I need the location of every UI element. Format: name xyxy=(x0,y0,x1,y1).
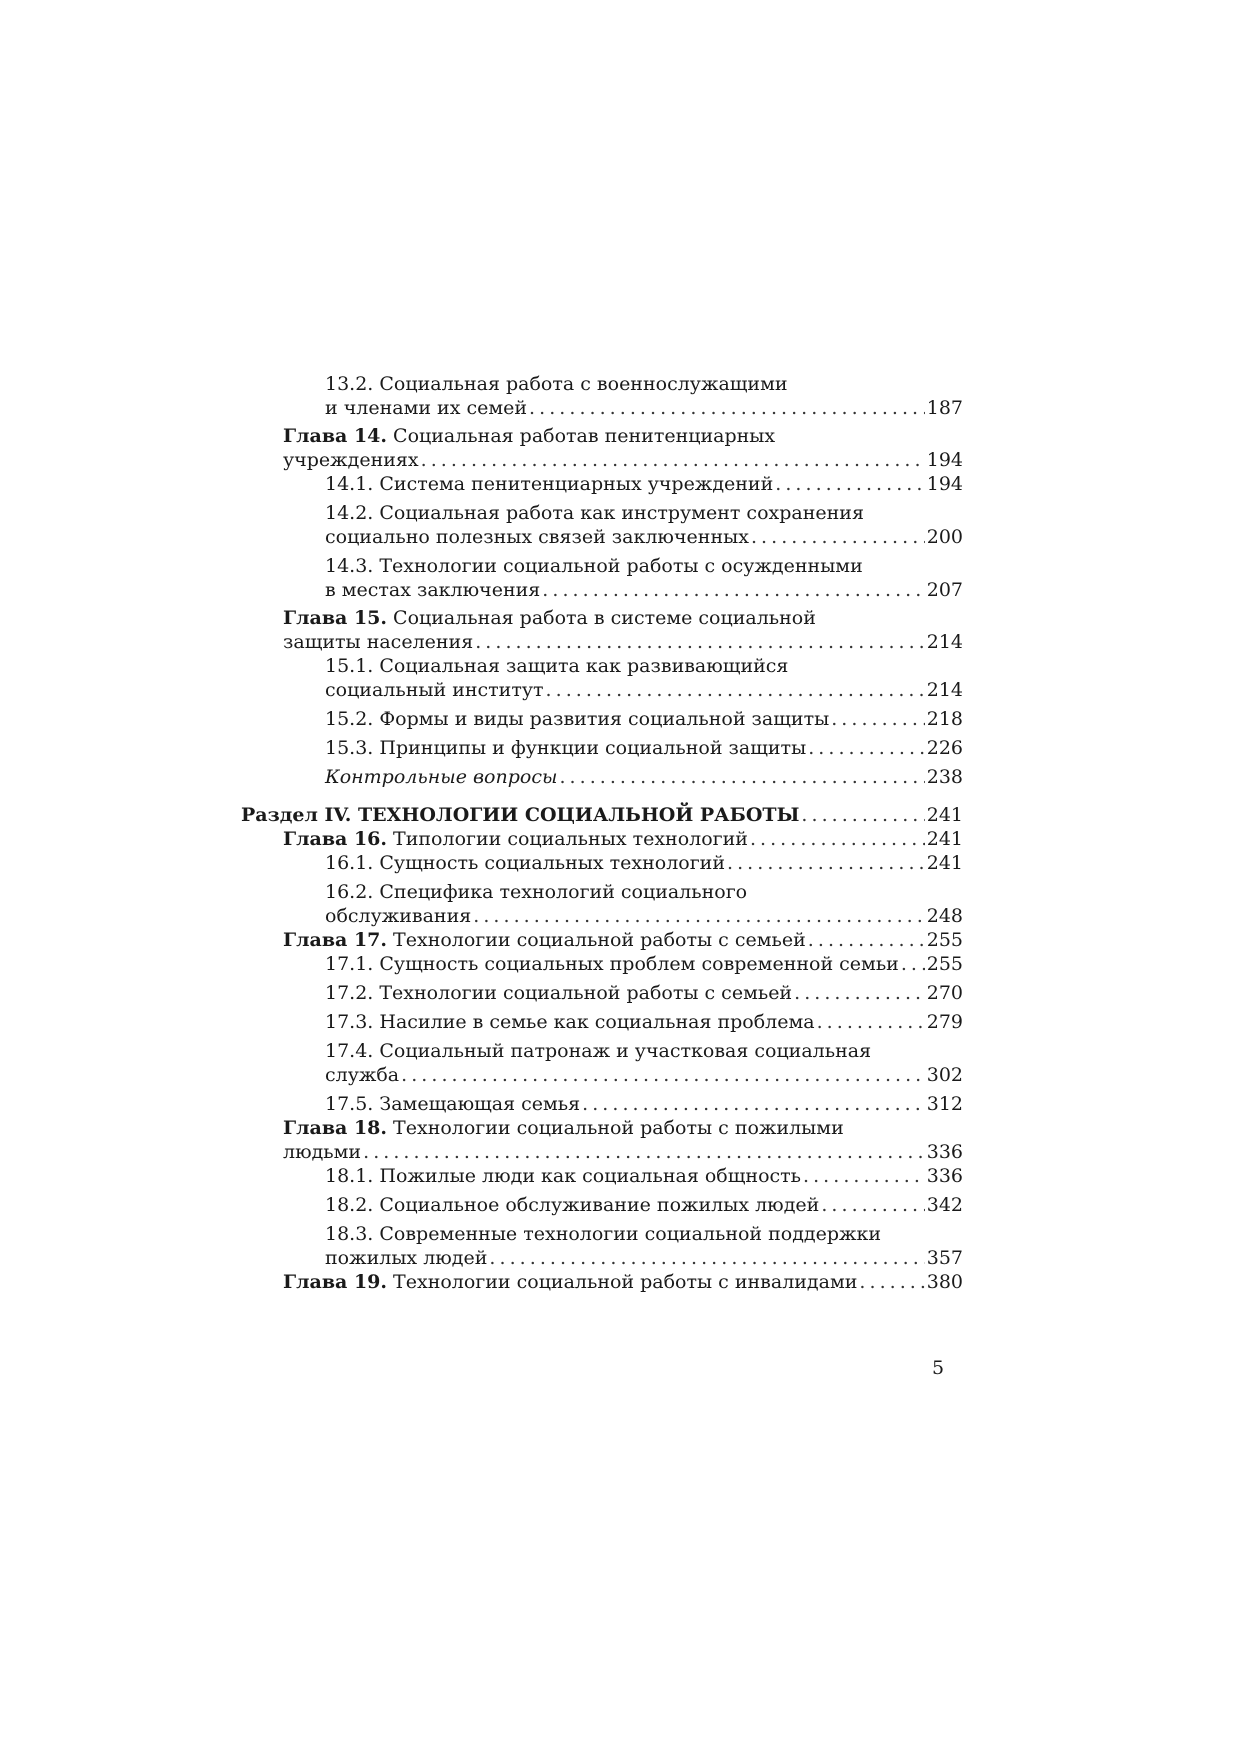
dot-leader xyxy=(803,1164,925,1188)
toc-entry-text: 17.1. Сущность социальных проблем современной семьи xyxy=(325,953,899,975)
toc-entry-text: социальный институт xyxy=(325,679,544,701)
toc-entry-text: служба xyxy=(325,1064,400,1086)
toc-entry-text: 18.3. Современные технологии социальной поддержки xyxy=(325,1223,882,1245)
toc-entry-17-2[interactable] xyxy=(283,981,963,1005)
chapter-label: Глава 18. xyxy=(283,1117,388,1139)
chapter-label: Глава 14. xyxy=(283,425,388,447)
table-of-contents xyxy=(241,372,963,1294)
toc-page-number: 241 xyxy=(926,828,963,850)
toc-entry-text: Технологии социальной работы с семьей xyxy=(387,929,806,951)
toc-chapter-18[interactable] xyxy=(283,1116,963,1164)
dot-leader xyxy=(831,707,925,731)
toc-entry-16-2[interactable] xyxy=(283,880,963,928)
toc-page-number: 380 xyxy=(926,1271,963,1293)
toc-entry-14-2[interactable] xyxy=(283,501,963,549)
dot-leader xyxy=(794,981,925,1005)
toc-entry-text: 17.3. Насилие в семье как социальная проблема xyxy=(325,1011,815,1033)
dot-leader xyxy=(363,1140,925,1164)
toc-entry-text: учреждениях xyxy=(283,449,419,471)
toc-entry-text: пожилых людей xyxy=(325,1247,488,1269)
toc-entry-18-3[interactable] xyxy=(283,1222,963,1270)
dot-leader xyxy=(775,472,924,496)
toc-entry-14-1[interactable] xyxy=(283,472,963,496)
toc-entry-15-1[interactable] xyxy=(283,654,963,702)
dot-leader xyxy=(751,525,925,549)
toc-entry-14-3[interactable] xyxy=(283,554,963,602)
toc-entry-text: 15.3. Принципы и функции социальной защиты xyxy=(325,737,807,759)
dot-leader xyxy=(473,904,924,928)
toc-entry-text: 18.2. Социальное обслуживание пожилых людей xyxy=(325,1194,820,1216)
toc-chapter-19[interactable] xyxy=(283,1270,963,1294)
toc-entry-text: Социальная работав пенитенциарных xyxy=(387,425,776,447)
toc-page-number: 226 xyxy=(926,737,963,759)
toc-page-number: 194 xyxy=(926,449,963,471)
toc-page-number: 342 xyxy=(926,1194,963,1216)
toc-chapter-14[interactable] xyxy=(283,424,963,472)
toc-entry-text: 17.5. Замещающая семья xyxy=(325,1093,581,1115)
toc-entry-15-3[interactable] xyxy=(283,736,963,760)
toc-page-number: 214 xyxy=(926,679,963,701)
toc-page-number: 214 xyxy=(926,631,963,653)
toc-page-number: 238 xyxy=(926,766,963,788)
toc-entry-text: 16.1. Сущность социальных технологий xyxy=(325,852,726,874)
toc-entry-text: социально полезных связей заключенных xyxy=(325,526,749,548)
toc-chapter-17[interactable] xyxy=(283,928,963,952)
toc-entry-text: 15.1. Социальная защита как развивающийся xyxy=(325,655,789,677)
toc-page-number: 357 xyxy=(926,1247,963,1269)
toc-page-number: 255 xyxy=(926,953,963,975)
dot-leader xyxy=(817,1010,925,1034)
toc-chapter-16[interactable] xyxy=(283,827,963,851)
toc-entry-text: в местах заключения xyxy=(325,579,541,601)
chapter-label: Глава 16. xyxy=(283,828,388,850)
dot-leader xyxy=(808,928,925,952)
toc-entry-text: 18.1. Пожилые люди как социальная общность xyxy=(325,1165,802,1187)
toc-entry-text: 17.4. Социальный патронаж и участковая социальная xyxy=(325,1040,872,1062)
dot-leader xyxy=(821,1193,924,1217)
dot-leader xyxy=(475,630,925,654)
toc-page-number: 218 xyxy=(926,708,963,730)
toc-page-number: 270 xyxy=(926,982,963,1004)
toc-entry-text: 14.1. Система пенитенциарных учреждений xyxy=(325,473,774,495)
dot-leader xyxy=(582,1092,925,1116)
toc-entry-15-2[interactable] xyxy=(283,707,963,731)
toc-part-4[interactable] xyxy=(241,803,963,827)
toc-page-number: 241 xyxy=(926,852,963,874)
page-number: 5 xyxy=(932,1357,945,1379)
toc-page-number: 248 xyxy=(926,905,963,927)
toc-entry-text: 17.2. Технологии социальной работы с семьей xyxy=(325,982,793,1004)
toc-page-number: 207 xyxy=(926,579,963,601)
toc-chapter-15[interactable] xyxy=(283,606,963,654)
toc-entry-text: людьми xyxy=(283,1141,362,1163)
chapter-label: Глава 19. xyxy=(283,1271,388,1293)
dot-leader xyxy=(546,678,925,702)
toc-entry-text: 14.2. Социальная работа как инструмент сохранения xyxy=(325,502,864,524)
toc-entry-text: 14.3. Технологии социальной работы с осужденными xyxy=(325,555,863,577)
toc-entry-text: Контрольные вопросы xyxy=(325,766,558,788)
dot-leader xyxy=(401,1063,925,1087)
toc-entry-text: Технологии социальной работы с инвалидами xyxy=(387,1271,858,1293)
toc-page-number: 279 xyxy=(926,1011,963,1033)
toc-entry-text: 13.2. Социальная работа с военнослужащими xyxy=(325,373,788,395)
dot-leader xyxy=(901,952,925,976)
toc-entry-17-4[interactable] xyxy=(283,1039,963,1087)
dot-leader xyxy=(529,396,925,420)
toc-entry-13-2[interactable] xyxy=(283,372,963,420)
toc-entry-text: 15.2. Формы и виды развития социальной защиты xyxy=(325,708,830,730)
toc-entry-16-1[interactable] xyxy=(283,851,963,875)
dot-leader xyxy=(859,1270,924,1294)
toc-page-number: 255 xyxy=(926,929,963,951)
dot-leader xyxy=(801,803,924,827)
toc-page-number: 312 xyxy=(926,1093,963,1115)
dot-leader xyxy=(727,851,925,875)
toc-entry-18-2[interactable] xyxy=(283,1193,963,1217)
toc-entry-text: и членами их семей xyxy=(325,397,528,419)
toc-page-number: 302 xyxy=(926,1064,963,1086)
toc-entry-text: обслуживания xyxy=(325,905,472,927)
toc-page-number: 187 xyxy=(926,397,963,419)
toc-entry-text: Типологии социальных технологий xyxy=(387,828,748,850)
toc-page-number: 336 xyxy=(926,1141,963,1163)
toc-entry-text: Технологии социальной работы с пожилыми xyxy=(387,1117,844,1139)
toc-entry-text: Социальная работа в системе социальной xyxy=(387,607,816,629)
chapter-label: Глава 17. xyxy=(283,929,388,951)
toc-entry-18-1[interactable] xyxy=(283,1164,963,1188)
chapter-label: Глава 15. xyxy=(283,607,388,629)
toc-entry-text: Раздел IV. ТЕХНОЛОГИИ СОЦИАЛЬНОЙ РАБОТЫ xyxy=(241,804,800,826)
dot-leader xyxy=(421,448,925,472)
toc-entry-text: защиты населения xyxy=(283,631,474,653)
toc-page-number: 194 xyxy=(926,473,963,495)
dot-leader xyxy=(489,1246,924,1270)
toc-entry-17-1[interactable] xyxy=(283,952,963,976)
dot-leader xyxy=(559,765,924,789)
toc-page-number: 336 xyxy=(926,1165,963,1187)
toc-entry-review-questions[interactable] xyxy=(283,765,963,789)
toc-entry-text: 16.2. Специфика технологий социального xyxy=(325,881,748,903)
dot-leader xyxy=(750,827,925,851)
dot-leader xyxy=(808,736,925,760)
toc-entry-17-5[interactable] xyxy=(283,1092,963,1116)
toc-entry-17-3[interactable] xyxy=(283,1010,963,1034)
toc-page-number: 241 xyxy=(926,804,963,826)
dot-leader xyxy=(542,578,924,602)
toc-page-number: 200 xyxy=(926,526,963,548)
